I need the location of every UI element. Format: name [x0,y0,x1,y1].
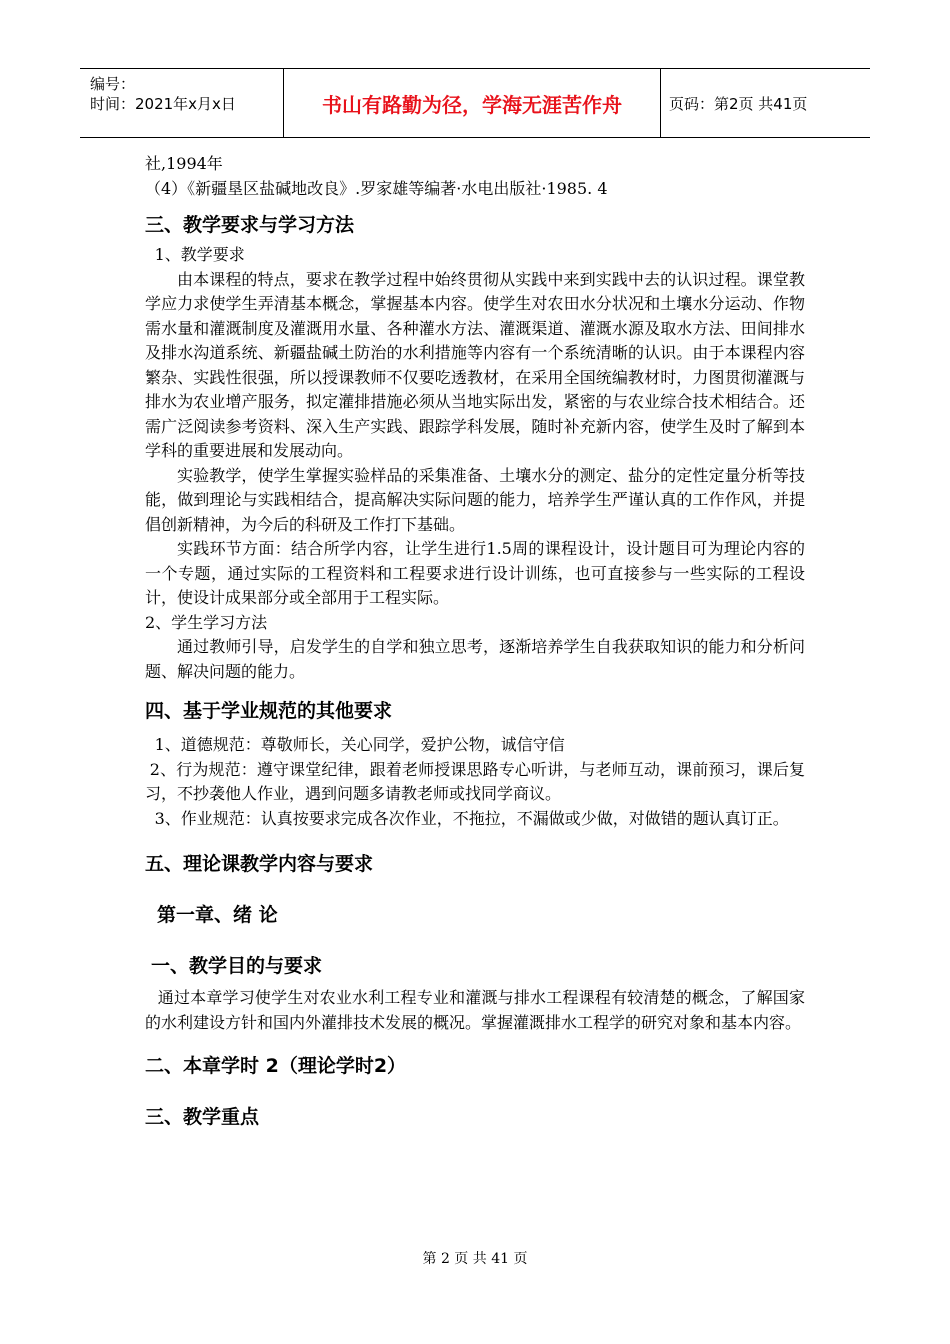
chapter-title: 第一章、绪 论 [157,904,278,926]
motto: 书山有路勤为径，学海无涯苦作舟 [284,69,661,137]
paragraph-4: 通过教师引导，启发学生的自学和独立思考，逐渐培养学生自我获取知识的能力和分析问题、解决问题的能力。 [145,637,805,681]
document-body [145,152,805,1129]
paragraph-2: 实验教学，使学生掌握实验样品的采集准备、土壤水分的测定、盐分的定性定量分析等技能，做到理论与实践相结合，提高解决实际问题的能力，培养学生严谨认真的工作作风，并提倡创新精神，为今后的科研及工作打下基础。 [145,465,805,534]
header-table [80,68,870,138]
subheading-study-methods: 2、学生学习方法 [145,612,268,632]
norm-1: 1、道德规范：尊敬师长，关心同学，爱护公物，诚信守信 [154,735,565,754]
subheading-teaching-requirements: 1、教学要求 [154,245,245,264]
page-label: 页码：第2页 共41页 [669,94,808,113]
chapter-subheading-3: 三、教学重点 [145,1106,260,1128]
paragraph-1: 由本课程的特点，要求在教学过程中始终贯彻从实践中来到实践中去的认识过程。课堂教学应力求使学生弄清基本概念，掌握基本内容。使学生对农田水分状况和土壤水分运动、作物需水量和灌溉制度及灌溉用水量、各种灌水方法、灌溉渠道、灌溉水源及取水方法、田间排水及排水沟道系统、新疆盐碱土防治的水利措施等内容有一个系统清晰的认识。由于本课程内容繁杂、实践性很强，所以授课教师不仅要吃透教材，在采用全国统编教材时，力图贯彻灌溉与排水为农业增产服务，拟定灌排措施必须从当地实际出发，紧密的与农业综合技术相结合。还需广泛阅读参考资料、深入生产实践、跟踪学科发展，随时补充新内容，使学生及时了解到本学科的重要进展和发展动向。 [145,269,805,460]
reference-continuation: 社,1994年 [145,154,223,173]
chapter-subheading-2: 二、本章学时 2（理论学时2） [145,1055,407,1077]
chapter-subheading-1: 一、教学目的与要求 [151,955,323,977]
page-footer: 第 2 页 共 41 页 [422,1251,528,1267]
reference-4: （4）《新疆垦区盐碱地改良》.罗家雄等编著·水电出版社·1985. 4 [145,178,608,198]
norm-2: 2、行为规范：遵守课堂纪律，跟着老师授课思路专心听讲，与老师互动，课前预习，课后复习，不抄袭他人作业，遇到问题多请教老师或找同学商议。 [145,759,805,803]
paragraph-3: 实践环节方面：结合所学内容，让学生进行1.5周的课程设计，设计题目可为理论内容的一个专题，通过实际的工程资料和工程要求进行设计训练，也可直接参与一些实际的工程设计，使设计成果部分或全部用于工程实际。 [145,539,805,607]
section-heading-3: 三、教学要求与学习方法 [145,214,355,236]
chapter-paragraph-1: 通过本章学习使学生对农业水利工程专业和灌溉与排水工程课程有较清楚的概念，了解国家的水利建设方针和国内外灌排技术发展的概况。掌握灌溉排水工程学的研究对象和基本内容。 [145,988,805,1032]
date-label: 时间：2021年x月x日 [90,95,236,113]
number-label: 编号： [90,75,136,93]
section-heading-4: 四、基于学业规范的其他要求 [145,700,393,722]
header-left-cell [80,69,284,137]
section-heading-5: 五、理论课教学内容与要求 [145,853,374,875]
norm-3: 3、作业规范：认真按要求完成各次作业，不拖拉，不漏做或少做，对做错的题认真订正。 [154,808,789,828]
